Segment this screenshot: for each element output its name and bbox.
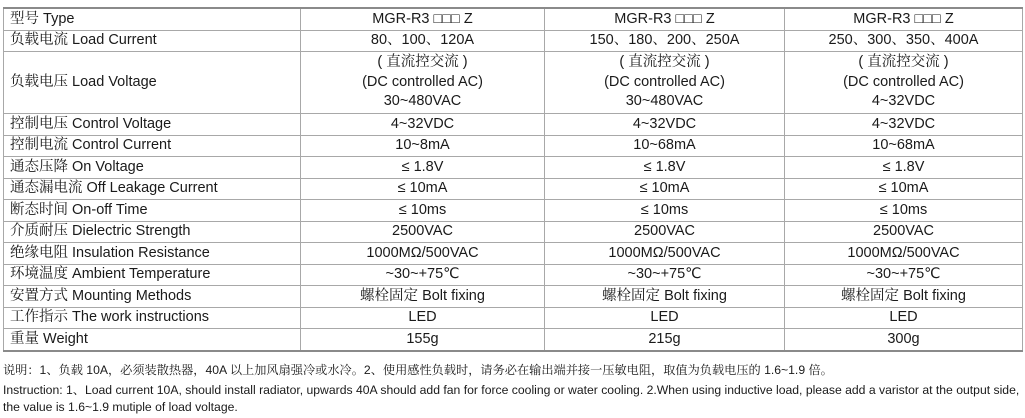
cell-value: 2500VAC [301, 221, 545, 243]
row-label: 绝缘电阻 Insulation Resistance [4, 243, 301, 265]
cell-line: ( 直流控交流 ) [619, 54, 710, 71]
cell-value [301, 52, 545, 114]
cell-value: ~30~+75℃ [785, 264, 1023, 286]
row-label: 工作指示 The work instructions [4, 307, 301, 329]
cell-value: 螺栓固定 Bolt fixing [785, 286, 1023, 308]
cell-value: LED [301, 307, 545, 329]
table-row [4, 286, 1023, 308]
table-row [4, 243, 1023, 265]
cell-value: 2500VAC [545, 221, 785, 243]
cell-line: 30~480VAC [383, 93, 462, 110]
cell-value: 10~68mA [785, 135, 1023, 157]
cell-value: MGR-R3 □□□ Z [301, 8, 545, 30]
cell-value: ~30~+75℃ [301, 264, 545, 286]
cell-value: LED [545, 307, 785, 329]
row-label: 负载电流 Load Current [4, 30, 301, 52]
notes [3, 360, 1023, 416]
cell-value: 250、300、350、400A [785, 30, 1023, 52]
cell-value: 4~32VDC [785, 114, 1023, 136]
spec-table [3, 7, 1023, 352]
note-english: Instruction: 1、Load current 10A, should install radiator, upwards 40A should add fan for force cooling or water cooling. 2.When using inductive load, please add a varistor at the output side, the value is 1.6~1.9 mutiple of load voltage. [3, 383, 1020, 414]
cell-value: 螺栓固定 Bolt fixing [301, 286, 545, 308]
table-row [4, 135, 1023, 157]
cell-line: (DC controlled AC) [604, 73, 725, 90]
cell-value: 155g [301, 329, 545, 351]
cell-line: ( 直流控交流 ) [858, 54, 949, 71]
cell-value: ≤ 10mA [301, 178, 545, 200]
cell-value: 4~32VDC [545, 114, 785, 136]
row-label: 负载电压 Load Voltage [4, 52, 301, 114]
cell-value: ≤ 10ms [545, 200, 785, 222]
cell-value: 150、180、200、250A [545, 30, 785, 52]
cell-value: ≤ 1.8V [545, 157, 785, 179]
spec-table-body [4, 8, 1023, 351]
cell-value: 10~8mA [301, 135, 545, 157]
cell-value: 300g [785, 329, 1023, 351]
row-label: 环境温度 Ambient Temperature [4, 264, 301, 286]
row-label: 通态压降 On Voltage [4, 157, 301, 179]
table-row [4, 200, 1023, 222]
cell-value: 1000MΩ/500VAC [785, 243, 1023, 265]
table-row [4, 221, 1023, 243]
table-row [4, 52, 1023, 114]
table-row [4, 178, 1023, 200]
row-label: 通态漏电流 Off Leakage Current [4, 178, 301, 200]
cell-line: (DC controlled AC) [843, 73, 964, 90]
cell-value [545, 52, 785, 114]
cell-line: 4~32VDC [871, 93, 936, 110]
cell-value: ≤ 1.8V [785, 157, 1023, 179]
cell-value: 80、100、120A [301, 30, 545, 52]
row-label: 重量 Weight [4, 329, 301, 351]
table-row [4, 8, 1023, 30]
cell-value: 10~68mA [545, 135, 785, 157]
cell-value: 4~32VDC [301, 114, 545, 136]
cell-value: ≤ 10mA [545, 178, 785, 200]
row-label: 型号 Type [4, 8, 301, 30]
cell-line: ( 直流控交流 ) [377, 54, 468, 71]
row-label: 断态时间 On-off Time [4, 200, 301, 222]
row-label: 介质耐压 Dielectric Strength [4, 221, 301, 243]
cell-value: 1000MΩ/500VAC [545, 243, 785, 265]
cell-value: 2500VAC [785, 221, 1023, 243]
cell-value: 1000MΩ/500VAC [301, 243, 545, 265]
cell-value [785, 52, 1023, 114]
table-row [4, 264, 1023, 286]
cell-value: MGR-R3 □□□ Z [785, 8, 1023, 30]
cell-value: 215g [545, 329, 785, 351]
table-row [4, 329, 1023, 351]
table-row [4, 307, 1023, 329]
cell-line: (DC controlled AC) [362, 73, 483, 90]
table-row [4, 114, 1023, 136]
table-row [4, 157, 1023, 179]
cell-value: LED [785, 307, 1023, 329]
cell-value: ≤ 10ms [301, 200, 545, 222]
cell-value: MGR-R3 □□□ Z [545, 8, 785, 30]
cell-value: ≤ 10mA [785, 178, 1023, 200]
row-label: 安置方式 Mounting Methods [4, 286, 301, 308]
row-label: 控制电流 Control Current [4, 135, 301, 157]
cell-line: 30~480VAC [625, 93, 704, 110]
cell-value: 螺栓固定 Bolt fixing [545, 286, 785, 308]
row-label: 控制电压 Control Voltage [4, 114, 301, 136]
note-chinese: 说明：1、负载 10A，必须装散热器，40A 以上加风扇强冷或水冷。2、使用感性负载时，请务必在输出端并接一压敏电阻，取值为负载电压的 1.6~1.9 倍。 [3, 363, 833, 377]
cell-value: ~30~+75℃ [545, 264, 785, 286]
table-row [4, 30, 1023, 52]
cell-value: ≤ 1.8V [301, 157, 545, 179]
cell-value: ≤ 10ms [785, 200, 1023, 222]
